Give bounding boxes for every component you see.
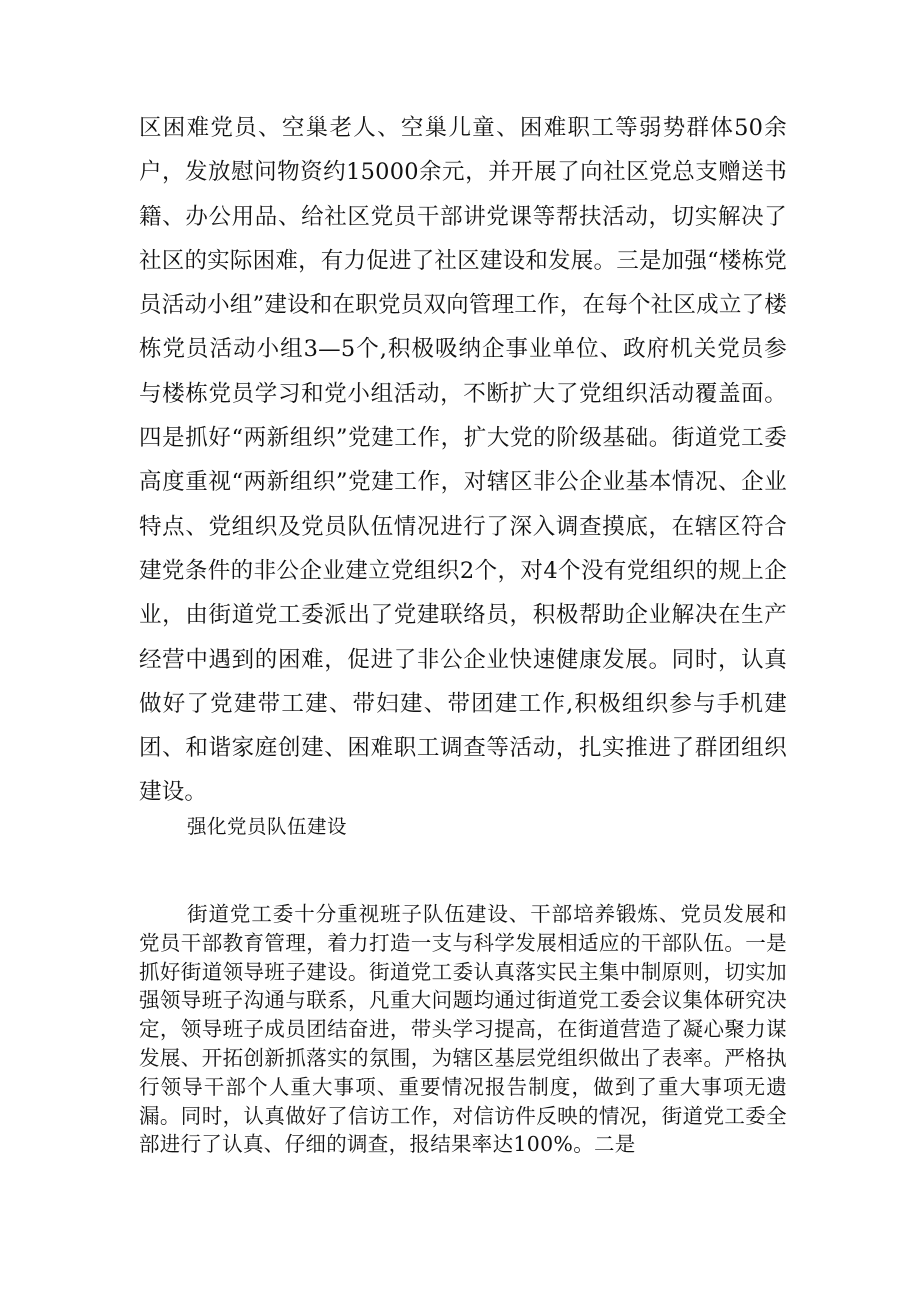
body-paragraph-team-building: 街道党工委十分重视班子队伍建设、干部培养锻炼、党员发展和党员干部教育管理，着力打造一支与科学发展相适应的干部队伍。一是抓好街道领导班子建设。街道党工委认真落实民主集中制原则，切实加强领导班子沟通与联系，凡重大问题均通过街道党工委会议集体研究决定，领导班子成员团结奋进，带头学习提高，在街道营造了凝心聚力谋发展、开拓创新抓落实的氛围，为辖区基层党组织做出了表率。严格执行领导干部个人重大事项、重要情况报告制度，做到了重大事项无遗漏。同时，认真做好了信访工作，对信访件反映的情况，街道党工委全部进行了认真、仔细的调查，报结果率达100%。二是 <box>139 902 787 1157</box>
body-paragraph-continued: 区困难党员、空巢老人、空巢儿童、困难职工等弱势群体50余户，发放慰问物资约15000余元，并开展了向社区党总支赠送书籍、办公用品、给社区党员干部讲党课等帮扶活动，切实解决了社区的实际困难，有力促进了社区建设和发展。三是加强“楼栋党员活动小组”建设和在职党员双向管理工作，在每个社区成立了楼栋党员活动小组3—5个,积极吸纳企事业单位、政府机关党员参与楼栋党员学习和党小组活动，不断扩大了党组织活动覆盖面。四是抓好“两新组织”党建工作，扩大党的阶级基础。街道党工委高度重视“两新组织”党建工作，对辖区非公企业基本情况、企业特点、党组织及党员队伍情况进行了深入调查摸底，在辖区符合建党条件的非公企业建立党组织2个，对4个没有党组织的规上企业，由街道党工委派出了党建联络员，积极帮助企业解决在生产经营中遇到的困难，促进了非公企业快速健康发展。同时，认真做好了党建带工建、带妇建、带团建工作,积极组织参与手机建团、和谐家庭创建、困难职工调查等活动，扎实推进了群团组织建设。 <box>139 115 787 806</box>
section-heading: 强化党员队伍建设 <box>187 815 348 838</box>
